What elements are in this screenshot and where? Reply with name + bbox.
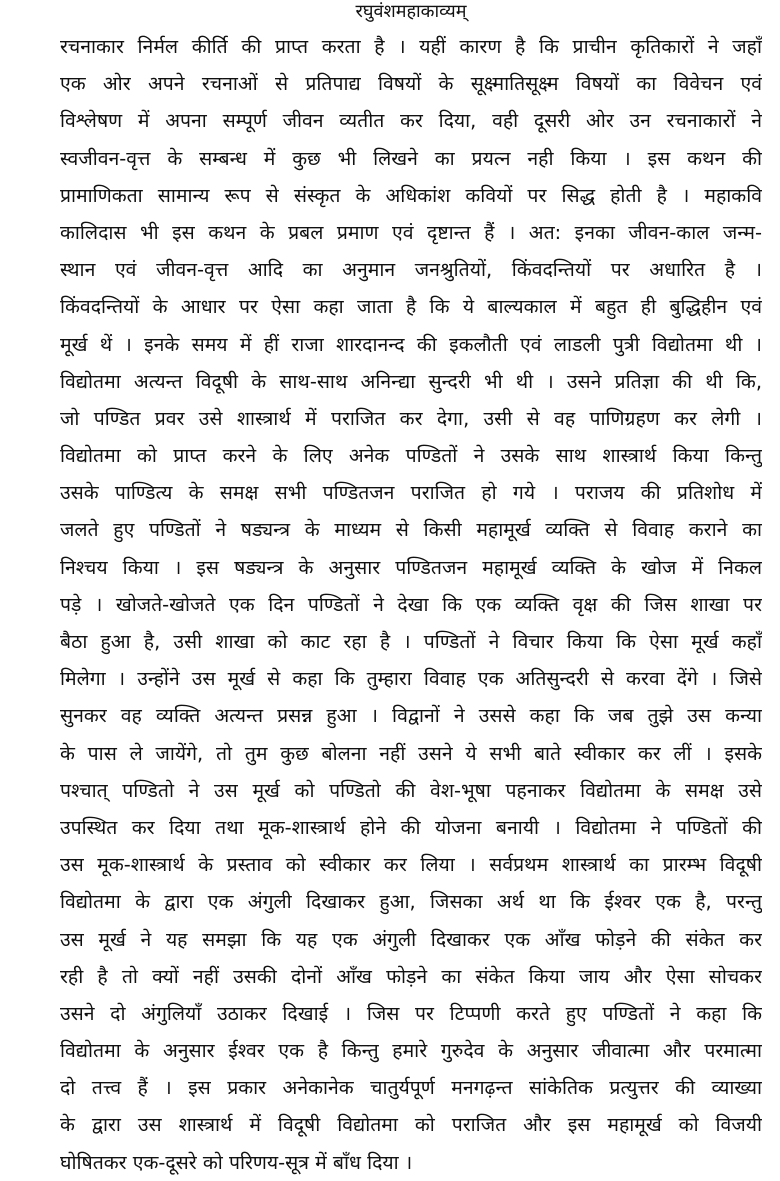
text-line: पश्चात् पण्डितो ने उस मूर्ख को पण्डितो की वेश-भूषा पहनाकर विद्योतमा के समक्ष उसे: [60, 778, 762, 802]
text-line: मिलेगा । उन्होंने उस मूर्ख से कहा कि तुम्हारा विवाह एक अतिसुन्दरी से करवा देंगे । जिसे: [60, 667, 762, 691]
text-line: उसने दो अंगुलियाँ उठाकर दिखाई । जिस पर टिप्पणी करते हुए पण्डितों ने कहा कि: [60, 1001, 762, 1025]
text-line: दो तत्त्व हैं । इस प्रकार अनेकानेक चातुर्यपूर्ण मनगढ़न्त सांकेतिक प्रत्युत्तर की व्याख्या: [60, 1076, 762, 1100]
body-paragraph: [60, 28, 762, 1181]
text-line: रचनाकार निर्मल कीर्ति की प्राप्त करता है । यहीं कारण है कि प्राचीन कृतिकारों ने जहाँ: [60, 35, 762, 58]
text-line: मूर्ख थें । इनके समय में हीं राजा शारदानन्द की इकलौती एवं लाडली पुत्री विद्योतमा थी ।: [60, 332, 762, 356]
text-line: विद्योतमा अत्यन्त विदूषी के साथ-साथ अनिन्द्या सुन्दरी भी थी । उसने प्रतिज्ञा की थी कि,: [60, 369, 762, 393]
text-line: कालिदास भी इस कथन के प्रबल प्रमाण एवं दृष्टान्त हैं । अत: इनका जीवन-काल जन्म-: [60, 220, 762, 244]
text-line: जो पण्डित प्रवर उसे शास्त्रार्थ में पराजित कर देगा, उसी से वह पाणिग्रहण कर लेगी ।: [60, 406, 762, 430]
text-line: उस मूक-शास्त्रार्थ के प्रस्ताव को स्वीकार कर लिया । सर्वप्रथम शास्त्रार्थ का प्रारम्भ विदूषी: [60, 853, 762, 877]
text-line: स्थान एवं जीवन-वृत्त आदि का अनुमान जनश्रुतियों, किंवदन्तियों पर अधारित है ।: [60, 258, 762, 282]
text-line: जलते हुए पण्डितों ने षड्यन्त्र के माध्यम से किसी महामूर्ख व्यक्ति से विवाह कराने का: [60, 518, 762, 542]
text-line: के द्वारा उस शास्त्रार्थ में विदूषी विद्योतमा को पराजित और इस महामूर्ख को विजयी: [60, 1113, 762, 1137]
text-line: उपस्थित कर दिया तथा मूक-शास्त्रार्थ होने की योजना बनायी । विद्योतमा ने पण्डितों की: [60, 815, 762, 839]
text-line: स्वजीवन-वृत्त के सम्बन्ध में कुछ भी लिखने का प्रयत्न नही किया । इस कथन की: [60, 146, 762, 170]
running-head: रघुवंशमहाकाव्यम्: [355, 1, 467, 22]
text-line: विश्लेषण में अपना सम्पूर्ण जीवन व्यतीत कर दिया, वही दूसरी ओर उन रचनाकारों ने: [60, 109, 762, 133]
text-line: विद्योतमा को प्राप्त करने के लिए अनेक पण्डितों ने उसके साथ शास्त्रार्थ किया किन्तु: [60, 444, 762, 468]
text-line: बैठा हुआ है, उसी शाखा को काट रहा है । पण्डितों ने विचार किया कि ऐसा मूर्ख कहाँ: [60, 630, 762, 653]
text-line: उसके पाण्डित्य के समक्ष सभी पण्डितजन पराजित हो गये । पराजय की प्रतिशोध में: [60, 481, 762, 505]
text-line: उस मूर्ख ने यह समझा कि यह एक अंगुली दिखाकर एक आँख फोड़ने की संकेत कर: [60, 927, 762, 951]
text-line: सुनकर वह व्यक्ति अत्यन्त प्रसन्न हुआ । विद्वानों ने उससे कहा कि जब तुझे उस कन्या: [60, 704, 762, 728]
text-line: पड़े । खोजते-खोजते एक दिन पण्डितों ने देखा कि एक व्यक्ति वृक्ष की जिस शाखा पर: [60, 592, 762, 616]
text-line: प्रामाणिकता सामान्य रूप से संस्कृत के अधिकांश कवियों पर सिद्ध होती है । महाकवि: [60, 183, 762, 207]
text-line: एक ओर अपने रचनाओं से प्रतिपाद्य विषयों के सूक्ष्मातिसूक्ष्म विषयों का विवेचन एवं: [60, 72, 762, 96]
text-line: विद्योतमा के अनुसार ईश्वर एक है किन्तु हमारे गुरुदेव के अनुसार जीवात्मा और परमात्मा: [60, 1039, 762, 1063]
text-line: विद्योतमा के द्वारा एक अंगुली दिखाकर हुआ, जिसका अर्थ था कि ईश्वर एक है, परन्तु: [60, 890, 762, 914]
text-line: किंवदन्तियों के आधार पर ऐसा कहा जाता है कि ये बाल्यकाल में बहुत ही बुद्धिहीन एवं: [60, 295, 762, 319]
text-line: घोषितकर एक-दूसरे को परिणय-सूत्र में बाँध दिया ।: [60, 1150, 413, 1174]
text-line: के पास ले जायेंगे, तो तुम कुछ बोलना नहीं उसने ये सभी बाते स्वीकार कर लीं । इसके: [60, 741, 762, 765]
text-line: रही है तो क्यों नहीं उसकी दोनों आँख फोड़ने का संकेत किया जाय और ऐसा सोचकर: [60, 964, 762, 988]
text-line: निश्चय किया । इस षड्यन्त्र के अनुसार पण्डितजन महामूर्ख व्यक्ति के खोज में निकल: [60, 555, 762, 579]
